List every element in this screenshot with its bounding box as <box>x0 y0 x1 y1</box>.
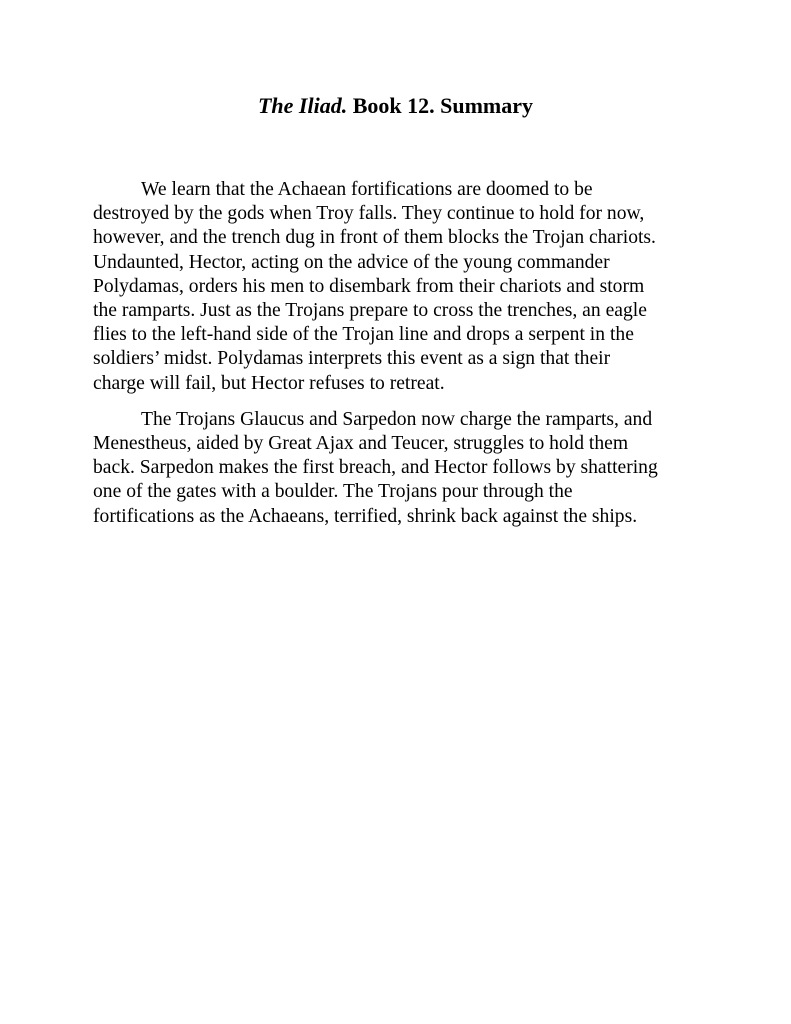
paragraph-line: Undaunted, Hector, acting on the advice of the young commander <box>93 251 610 273</box>
paragraph-line: fortifications as the Achaeans, terrified, shrink back against the ships. <box>93 505 638 527</box>
document-body <box>93 178 713 541</box>
paragraph-line: The Trojans Glaucus and Sarpedon now charge the ramparts, and <box>141 408 653 430</box>
paragraph-line: one of the gates with a boulder. The Trojans pour through the <box>93 481 573 503</box>
document-title <box>0 91 791 121</box>
paragraph-2 <box>93 408 713 529</box>
paragraph-line: however, and the trench dug in front of them blocks the Trojan chariots. <box>93 227 656 249</box>
paragraph-1 <box>93 178 713 396</box>
paragraph-line: Polydamas, orders his men to disembark from their chariots and storm <box>93 275 645 297</box>
paragraph-line: back. Sarpedon makes the first breach, and Hector follows by shattering <box>93 457 658 479</box>
paragraph-line: destroyed by the gods when Troy falls. They continue to hold for now, <box>93 203 645 225</box>
paragraph-line: charge will fail, but Hector refuses to retreat. <box>93 372 445 394</box>
title-rest-part: Book 12. Summary <box>347 93 534 118</box>
title-italic-part: The Iliad. <box>257 93 348 118</box>
paragraph-line: soldiers’ midst. Polydamas interprets this event as a sign that their <box>93 348 611 370</box>
paragraph-line: Menestheus, aided by Great Ajax and Teucer, struggles to hold them <box>93 433 629 455</box>
paragraph-line: the ramparts. Just as the Trojans prepare to cross the trenches, an eagle <box>93 300 647 322</box>
paragraph-line: We learn that the Achaean fortifications are doomed to be <box>141 179 593 200</box>
paragraph-line: flies to the left-hand side of the Trojan line and drops a serpent in the <box>93 324 634 346</box>
